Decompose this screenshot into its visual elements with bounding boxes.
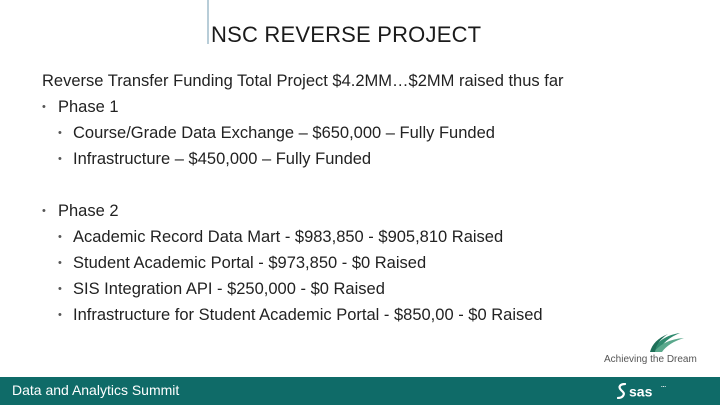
content-line — [42, 68, 702, 94]
sas-swirl-icon — [617, 383, 627, 399]
bullet-item — [42, 198, 702, 224]
spacer — [42, 172, 702, 198]
achieving-the-dream-logo-text: Achieving the Dream — [604, 354, 697, 365]
bullet-item — [42, 94, 702, 120]
footer-bar — [0, 377, 720, 405]
bullet-dot-icon: • — [58, 127, 62, 139]
bullet-text: Phase 1 — [58, 98, 119, 116]
title-divider — [207, 0, 209, 44]
sub-bullet-item — [42, 224, 702, 250]
sas-logo-text: sas — [629, 383, 653, 400]
content-text: Reverse Transfer Funding Total Project $4.2MM…$2MM raised thus far — [42, 72, 564, 90]
bullet-dot-icon: • — [58, 231, 62, 243]
sub-bullet-item — [42, 302, 702, 328]
bullet-text: Course/Grade Data Exchange – $650,000 – Fully Funded — [73, 124, 495, 142]
bullet-text: Student Academic Portal - $973,850 - $0 Raised — [73, 254, 427, 272]
bullet-dot-icon: • — [58, 153, 62, 165]
bullet-text: Academic Record Data Mart - $983,850 - $905,810 Raised — [73, 228, 504, 246]
bullet-dot-icon: • — [42, 205, 46, 217]
slide-title: NSC REVERSE PROJECT — [211, 22, 482, 47]
sas-logo — [617, 382, 652, 400]
bullet-text: SIS Integration API - $250,000 - $0 Raised — [73, 280, 385, 298]
bullet-dot-icon: • — [58, 283, 62, 295]
bullet-text: Infrastructure for Student Academic Portal - $850,00 - $0 Raised — [73, 306, 543, 324]
sub-bullet-item — [42, 250, 702, 276]
sub-bullet-item — [42, 120, 702, 146]
bullet-dot-icon: • — [58, 257, 62, 269]
bullet-dot-icon: • — [58, 309, 62, 321]
sub-bullet-item — [42, 276, 702, 302]
bullet-text: Phase 2 — [58, 202, 119, 220]
bullet-text: Infrastructure – $450,000 – Fully Funded — [73, 150, 372, 168]
footer-title: Data and Analytics Summit — [12, 382, 180, 398]
sub-bullet-item — [42, 146, 702, 172]
slide-content — [42, 68, 702, 328]
bullet-dot-icon: • — [42, 101, 46, 113]
partner-logo-text: ... — [661, 383, 667, 389]
